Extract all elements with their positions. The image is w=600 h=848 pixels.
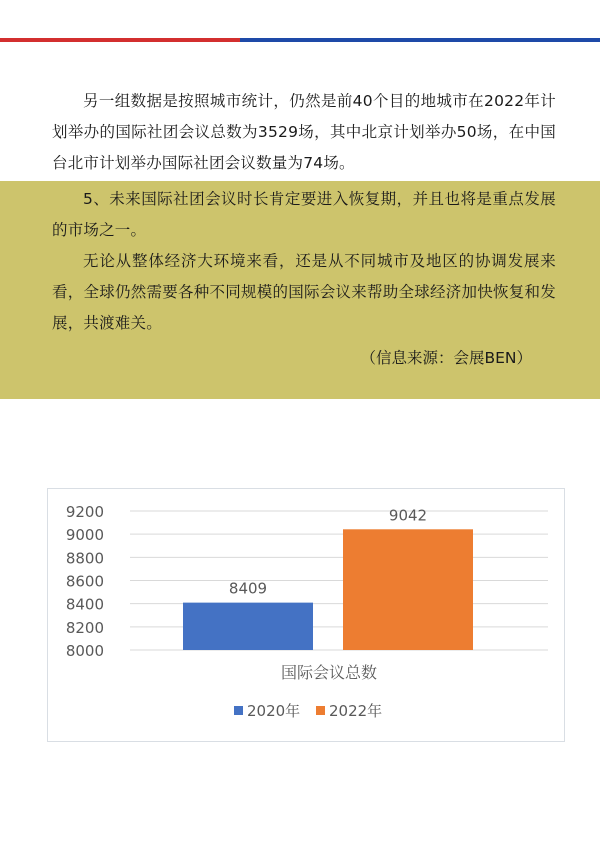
paragraph-future-outlook: 5、未来国际社团会议时长肯定要进入恢复期，并且也将是重点发展的市场之一。 [52, 190, 556, 239]
legend-label: 2022年 [329, 702, 383, 720]
source-citation: （信息来源：会展BEN） [360, 349, 532, 367]
y-tick-label: 8400 [65, 595, 104, 614]
meeting-count-chart [47, 488, 565, 742]
top-rule-red [0, 38, 240, 42]
x-axis-label: 国际会议总数 [280, 663, 378, 682]
y-tick-label: 8600 [65, 572, 104, 591]
legend-swatch [234, 706, 243, 715]
y-tick-label: 8200 [65, 618, 104, 637]
paragraph-city-stats: 另一组数据是按照城市统计，仍然是前40个目的地城市在2022年计划举办的国际社团会议总数为3529场，其中北京计划举办50场，在中国台北市计划举办国际社团会议数量为74场。 [52, 92, 556, 172]
y-tick-label: 9000 [65, 526, 104, 545]
bar-2022年 [343, 529, 473, 650]
top-rule-blue [240, 38, 600, 42]
bar-2020年 [183, 603, 313, 650]
legend-swatch [316, 706, 325, 715]
paragraph-global-need: 无论从整体经济大环境来看，还是从不同城市及地区的协调发展来看，全球仍然需要各种不同规模的国际会议来帮助全球经济加快恢复和发展，共渡难关。 [52, 252, 556, 332]
data-label: 8409 [228, 579, 268, 598]
y-tick-label: 9200 [65, 503, 104, 521]
y-tick-label: 8800 [65, 549, 104, 568]
data-label: 9042 [388, 506, 428, 525]
top-rule [0, 38, 600, 42]
chart-canvas [48, 489, 566, 743]
legend-label: 2020年 [247, 702, 301, 720]
y-tick-label: 8000 [65, 642, 104, 660]
